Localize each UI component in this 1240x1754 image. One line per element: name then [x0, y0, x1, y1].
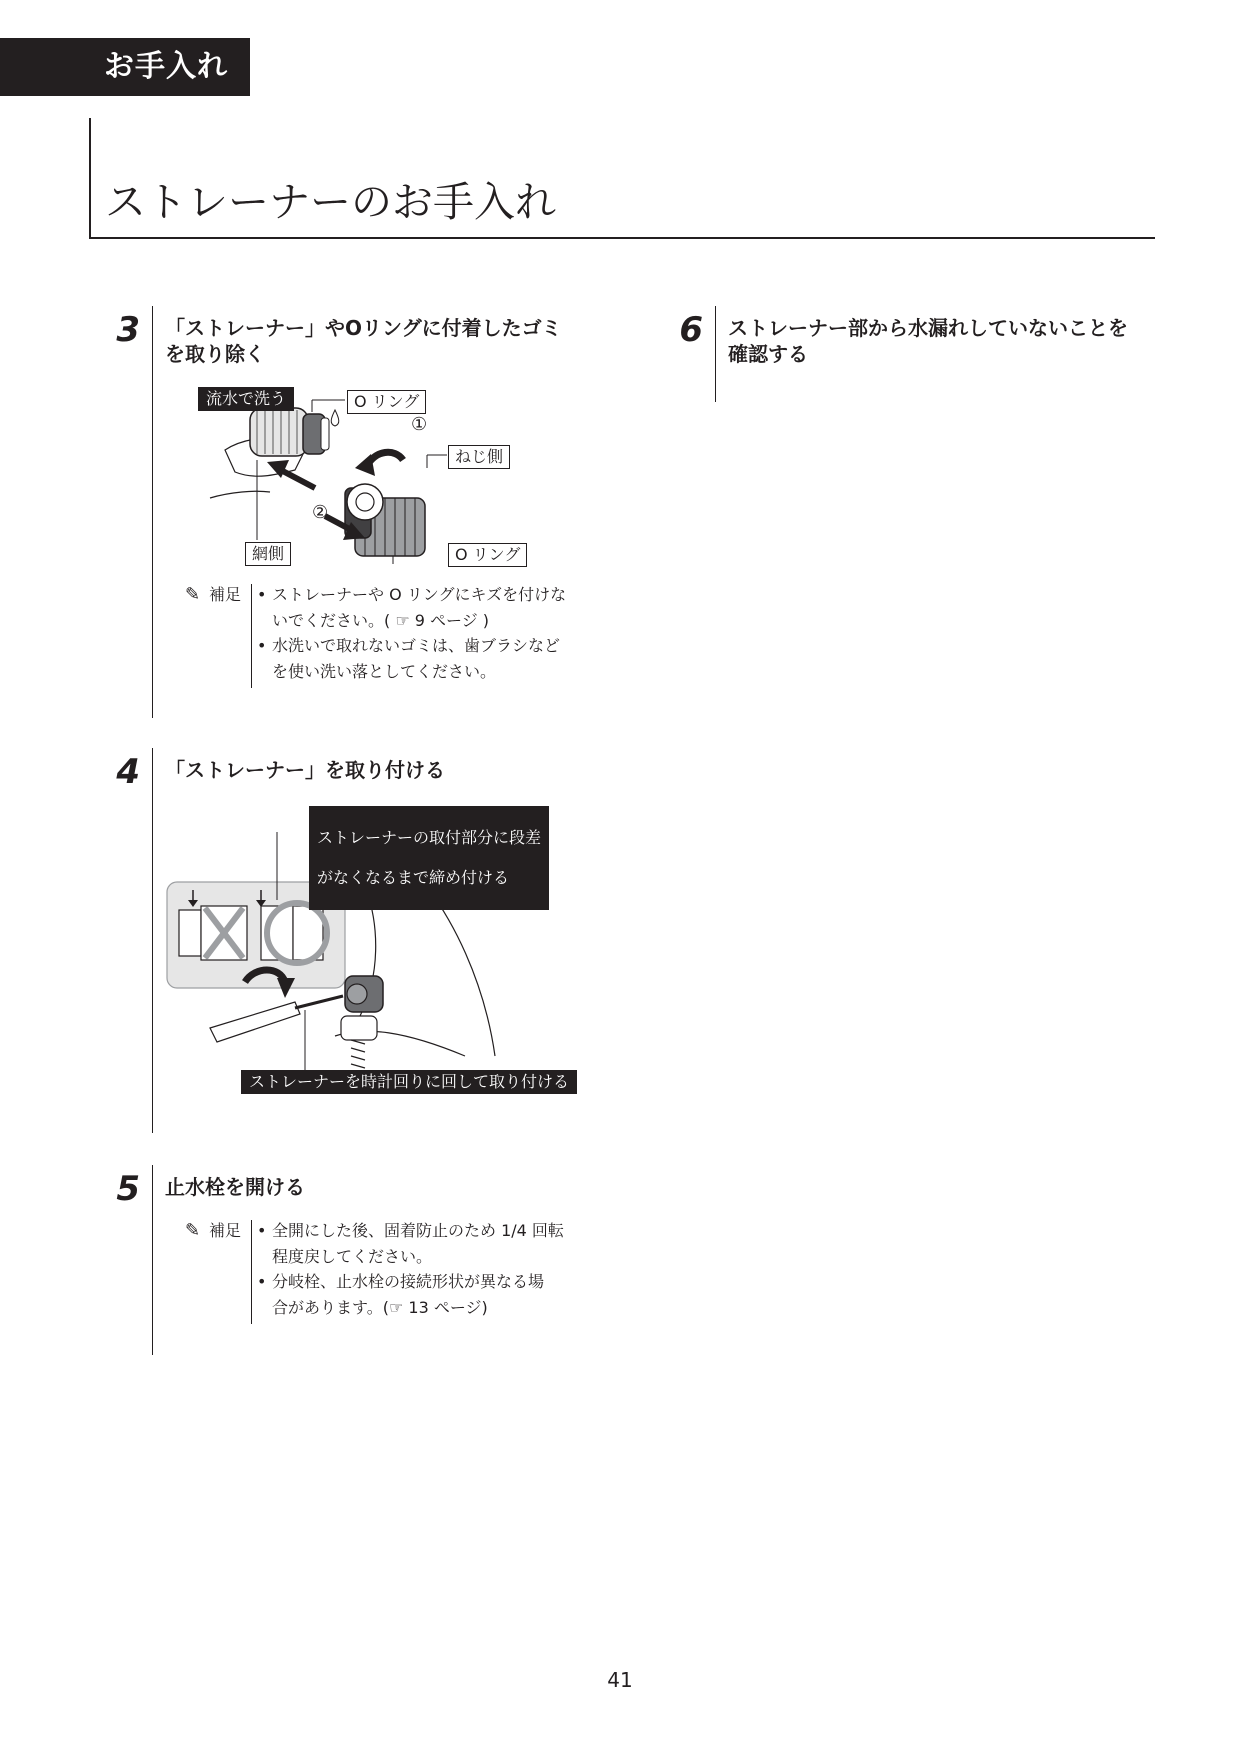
mesh-side-label: 網側 [245, 542, 291, 566]
section-tab: お手入れ [0, 38, 250, 96]
step-5-rule [152, 1165, 153, 1355]
step-4-number: 4 [116, 752, 140, 792]
page-number: 41 [607, 1668, 633, 1692]
step-4-rule [152, 748, 153, 1133]
note-list [257, 582, 587, 684]
note-text: ストレーナーや O リングにキズを付けな [272, 585, 567, 604]
screw-side-label: ねじ側 [448, 445, 510, 469]
note-item [257, 633, 587, 684]
step-marker-2: ② [312, 502, 329, 523]
step-3-illustration [195, 380, 555, 576]
bullet: • [257, 636, 267, 655]
step-6-rule [715, 306, 716, 402]
title-underline [89, 237, 1155, 239]
step-3-title-line2: を取り除く [165, 342, 265, 366]
step-6-title-line1: ストレーナー部から水漏れしていないことを [728, 316, 1128, 340]
tighten-label [309, 806, 549, 910]
pencil-icon: ✎ [185, 1220, 201, 1241]
note-item [257, 1218, 587, 1269]
note-text: 程度戻してください。 [272, 1246, 433, 1266]
note-text: 水洗いで取れないゴミは、歯ブラシなど [272, 636, 561, 655]
rotate-clockwise-label: ストレーナーを時計回りに回して取り付ける [241, 1070, 577, 1094]
step-6-title-line2: 確認する [728, 342, 808, 366]
step-4-illustration [165, 806, 585, 1096]
step-3-title [165, 315, 562, 367]
wash-label: 流水で洗う [198, 387, 294, 411]
tighten-label-line1: ストレーナーの取付部分に段差 [317, 828, 542, 847]
note-bar [251, 1220, 252, 1324]
pencil-icon: ✎ [185, 584, 201, 605]
step-4-title: 「ストレーナー」を取り付ける [165, 758, 445, 782]
step-3-title-line1: 「ストレーナー」やOリングに付着したゴミ [165, 316, 562, 340]
step-6-title [728, 315, 1128, 367]
step-5-title: 止水栓を開ける [165, 1175, 305, 1199]
note-text: いでください。( ☞ 9 ページ ) [272, 610, 490, 630]
step-marker-1: ① [411, 414, 428, 435]
note-bar [251, 584, 252, 688]
note-label: 補足 [209, 1221, 242, 1240]
step-3-note [185, 582, 585, 692]
step-5-number: 5 [116, 1169, 140, 1209]
bullet: • [257, 1221, 267, 1240]
bullet: • [257, 1272, 267, 1291]
title-vertical-rule [89, 118, 91, 239]
bullet: • [257, 585, 267, 604]
note-text: 合があります。(☞ 13 ページ) [272, 1297, 488, 1317]
step-6-number: 6 [679, 310, 703, 350]
note-item [257, 582, 587, 633]
oring-label-top: O リング [347, 390, 426, 414]
note-label: 補足 [209, 585, 242, 604]
note-list [257, 1218, 587, 1320]
note-text: 全開にした後、固着防止のため 1/4 回転 [272, 1221, 564, 1240]
note-item [257, 1269, 587, 1320]
step-3-number: 3 [116, 310, 140, 350]
page-title: ストレーナーのお手入れ [105, 178, 556, 226]
note-text: 分岐栓、止水栓の接続形状が異なる場 [272, 1272, 545, 1291]
note-text: を使い洗い落としてください。 [272, 661, 497, 681]
tighten-label-line2: がなくなるまで締め付ける [317, 868, 510, 887]
step-5-note [185, 1218, 585, 1328]
oring-label-bottom: O リング [448, 543, 527, 567]
step-3-rule [152, 306, 153, 718]
